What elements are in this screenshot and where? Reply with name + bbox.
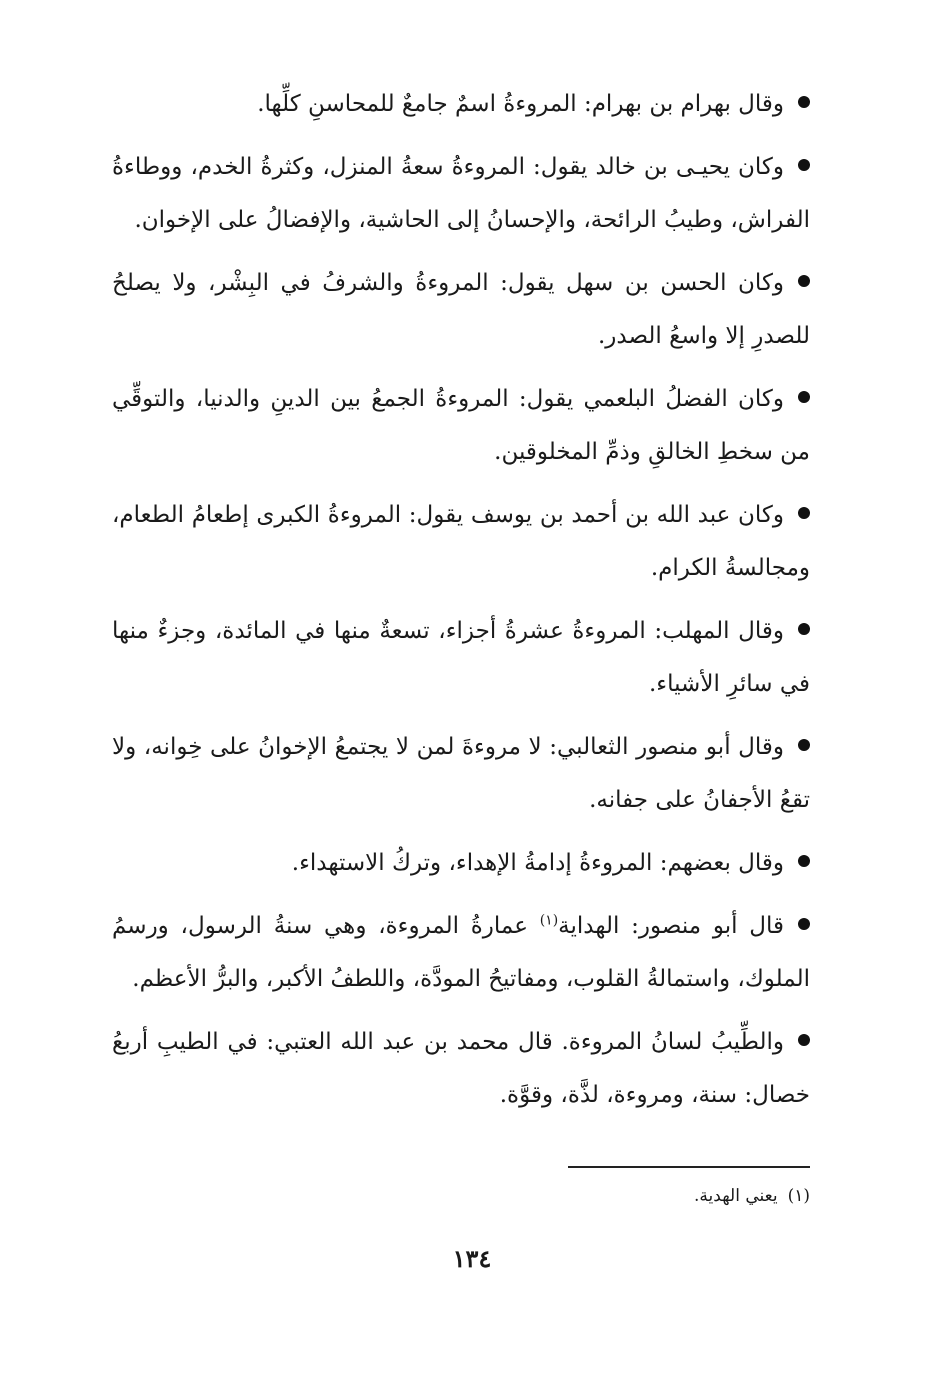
footnote-text: يعني الهدية. (694, 1186, 778, 1206)
paragraph (112, 78, 810, 131)
bullet-icon (798, 855, 810, 867)
footnote-mark: (١) (787, 1186, 810, 1206)
paragraph (112, 837, 810, 890)
paragraph-text: وقال المهلب: المروءةُ عشرةُ أجزاء، تسعةٌ منها في المائدة، وجزءٌ منها في سائرِ الأشياء. (112, 618, 810, 697)
paragraph (112, 373, 810, 479)
footnote-reference: (١) (539, 912, 559, 929)
main-text (112, 78, 810, 1132)
paragraph-text-end: عمارةُ المروءة، وهي سنةُ الرسول، ورسمُ الملوك، واستمالةُ القلوب، ومفاتيحُ المودَّة، واللطفُ الأكبر، والبرُّ الأعظم. (112, 913, 810, 992)
paragraph (112, 721, 810, 827)
bullet-icon (798, 391, 810, 403)
paragraph (112, 605, 810, 711)
paragraph-text: وقال أبو منصور الثعالبي: لا مروءةَ لمن لا يجتمعُ الإخوانُ على خِوانه، ولا تقعُ الأجفانُ على جفانه. (112, 734, 810, 813)
bullet-icon (798, 96, 810, 108)
paragraph-text: وكان يحيـى بن خالد يقول: المروءةُ سعةُ المنزل، وكثرةُ الخدم، ووطاءةُ الفراش، وطيبُ الرائحة، والإحسانُ إلى الحاشية، والإفضالُ على الإخوان. (112, 154, 810, 233)
page-number: ١٣٤ (452, 1244, 492, 1273)
paragraph-text: وكان عبد الله بن أحمد بن يوسف يقول: المروءةُ الكبرى إطعامُ الطعام، ومجالسةُ الكرام. (112, 502, 810, 581)
footnote-divider (568, 1166, 810, 1168)
footnote (112, 1180, 810, 1212)
paragraph (112, 1016, 810, 1122)
paragraph (112, 900, 810, 1006)
bullet-icon (798, 918, 810, 930)
paragraph-text: والطِّيبُ لسانُ المروءة. قال محمد بن عبد الله العتبي: في الطيبِ أربعُ خصال: سنة، ومروءة، لذَّة، وقوَّة. (112, 1029, 810, 1108)
bullet-icon (798, 507, 810, 519)
bullet-icon (798, 739, 810, 751)
bullet-icon (798, 1034, 810, 1046)
bullet-icon (798, 275, 810, 287)
paragraph (112, 141, 810, 247)
paragraph (112, 257, 810, 363)
paragraph-text: وقال بهرام بن بهرام: المروءةُ اسمٌ جامعٌ للمحاسنِ كلِّها. (257, 91, 784, 117)
paragraph-text: وكان الفضلُ البلعمي يقول: المروءةُ الجمعُ بين الدينِ والدنيا، والتوقِّي من سخطِ الخالقِ وذمِّ المخلوقين. (112, 386, 810, 465)
bullet-icon (798, 623, 810, 635)
paragraph-text-start: قال أبو منصور: الهداية (558, 913, 784, 939)
paragraph-text: وكان الحسن بن سهل يقول: المروءةُ والشرفُ في البِشْر، ولا يصلحُ للصدرِ إلا واسعُ الصدر. (112, 270, 810, 349)
bullet-icon (798, 159, 810, 171)
paragraph (112, 489, 810, 595)
paragraph-text: وقال بعضهم: المروءةُ إدامةُ الإهداء، وتركُ الاستهداء. (291, 850, 784, 876)
